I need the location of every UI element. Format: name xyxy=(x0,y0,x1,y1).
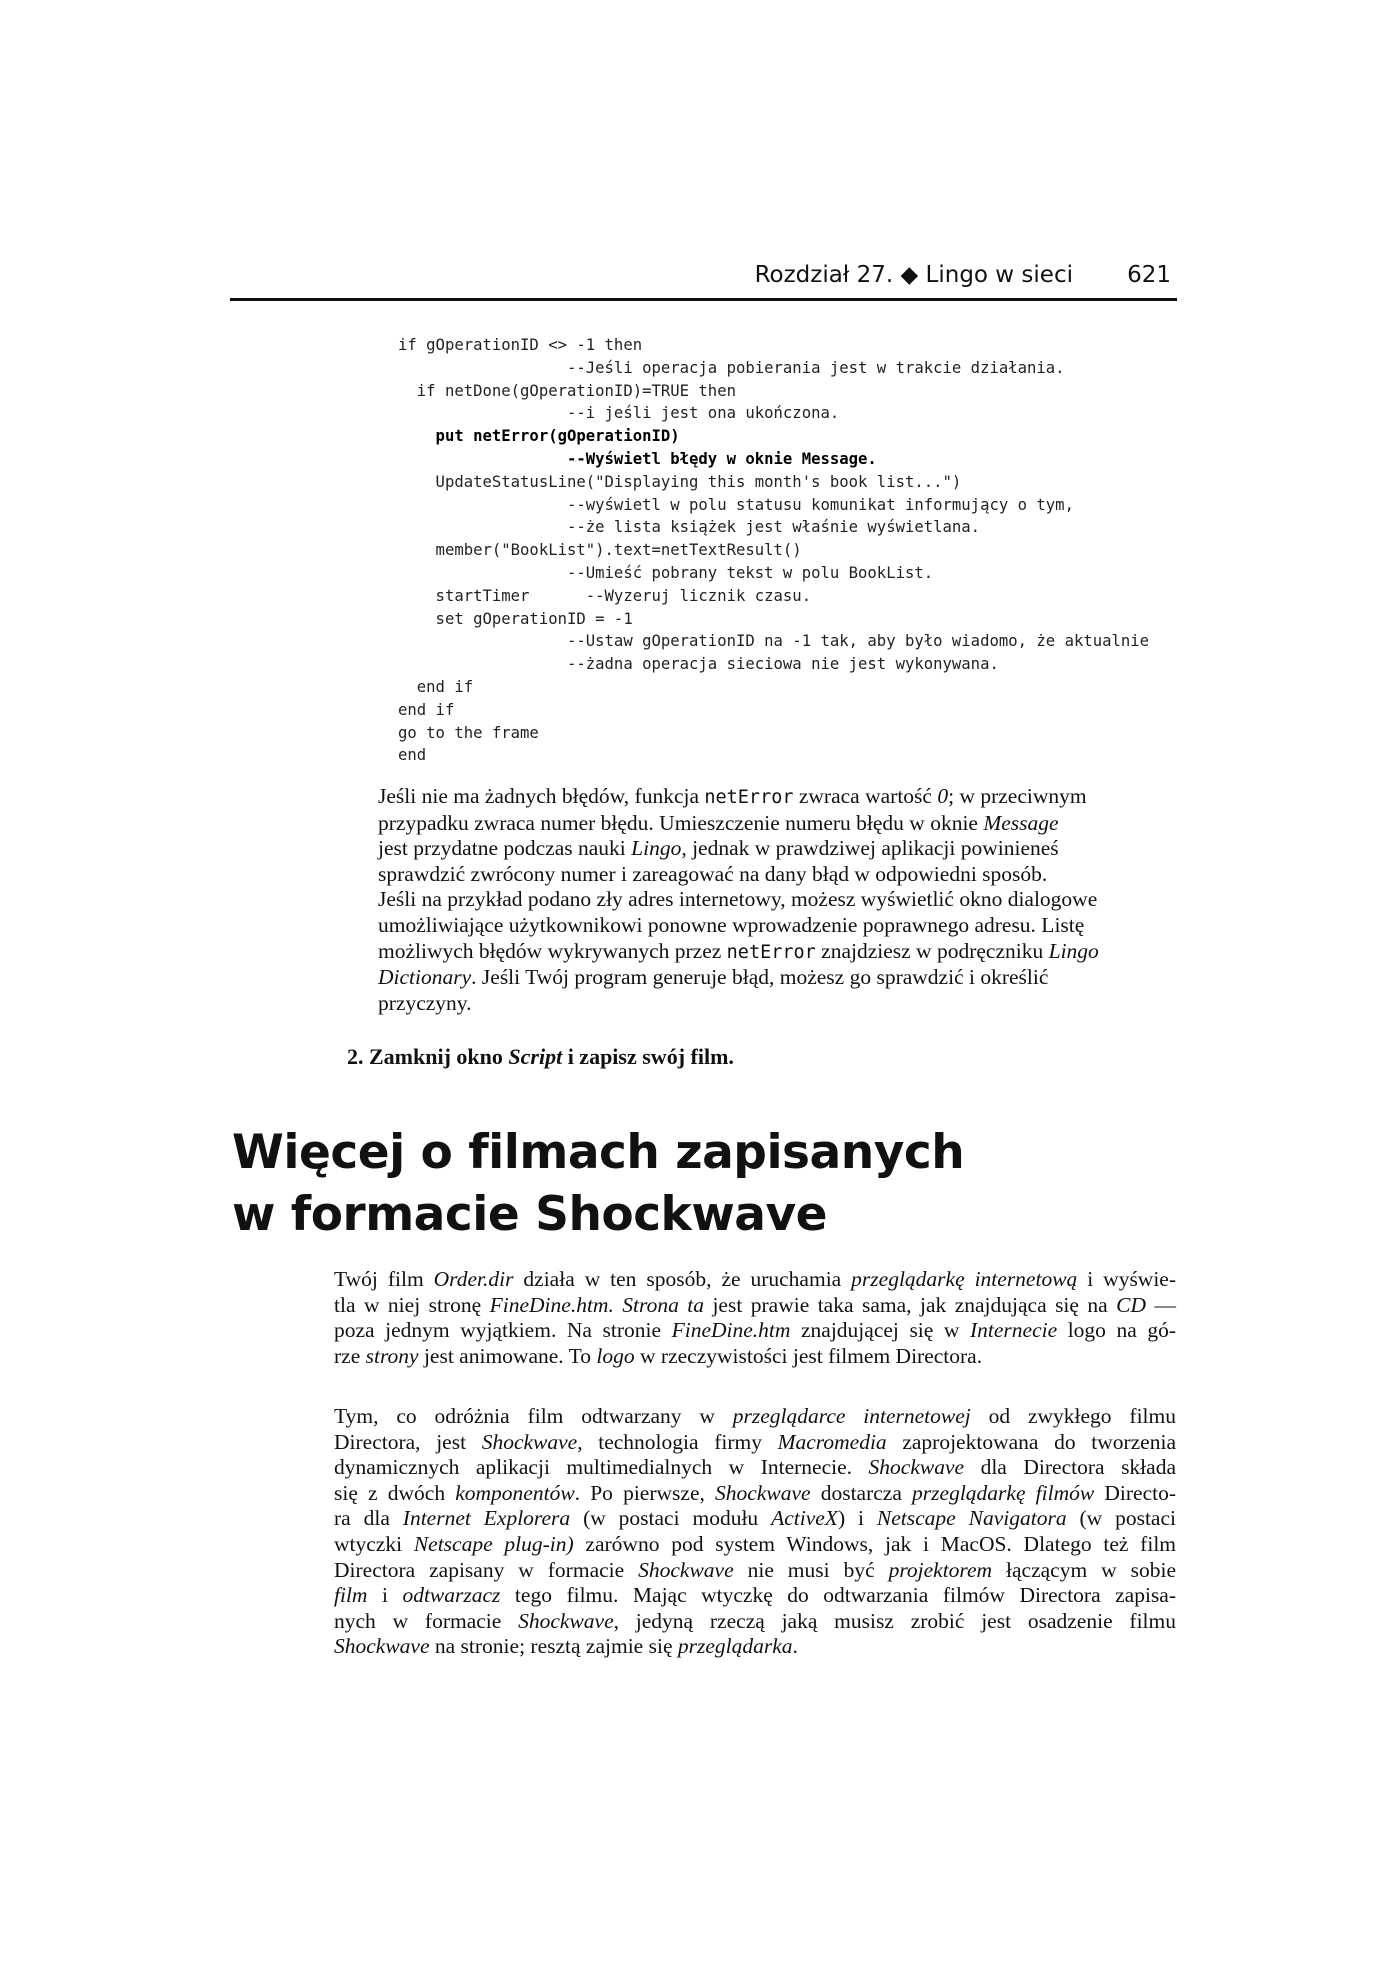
code-line: go to the frame xyxy=(398,723,539,742)
code-line: put netError(gOperationID) xyxy=(398,427,680,446)
text-run: — xyxy=(1146,1292,1176,1317)
italic-text: Internet Explorera xyxy=(402,1506,571,1531)
text-line xyxy=(334,1455,1176,1481)
italic-text: 0 xyxy=(937,784,949,808)
italic-text: logo xyxy=(596,1343,635,1368)
text-line xyxy=(334,1344,1176,1370)
italic-text: Shockwave xyxy=(334,1634,430,1659)
text-run: sprawdzić zwrócony numer i zareagować na dany błąd w odpowiedni sposób. xyxy=(378,861,1048,886)
running-head: Rozdział 27. ◆ Lingo w sieci xyxy=(754,262,1073,288)
italic-text: CD xyxy=(1116,1292,1147,1317)
text-line xyxy=(334,1267,1176,1293)
code-line: end xyxy=(398,746,427,765)
italic-text: Netscape Navigatora xyxy=(876,1506,1067,1531)
italic-text: FineDine.htm. Strona ta xyxy=(489,1292,704,1317)
text-run: przyczyny. xyxy=(378,990,472,1015)
italic-text: Order.dir xyxy=(433,1267,514,1291)
code-line: set gOperationID = -1 xyxy=(398,609,633,628)
text-line xyxy=(334,1583,1176,1609)
text-run: jest prawie taka sama, jak znajdująca się na xyxy=(704,1292,1117,1317)
text-run: znajdującej się w xyxy=(790,1318,970,1343)
italic-text: Script xyxy=(508,1044,563,1069)
text-line xyxy=(334,1634,1176,1660)
italic-text: film xyxy=(334,1583,368,1608)
italic-text: ActiveX xyxy=(771,1506,838,1531)
section-heading xyxy=(232,1122,964,1246)
text-run: znajdziesz w podręczniku xyxy=(815,938,1049,963)
text-line xyxy=(378,913,1146,939)
code-line: --Umieść pobrany tekst w polu BookList. xyxy=(398,563,934,582)
text-line xyxy=(378,836,1146,862)
code-line: --Ustaw gOperationID na -1 tak, aby było wiadomo, że aktualnie xyxy=(398,632,1150,651)
text-run: jest animowane. To xyxy=(418,1343,597,1368)
text-run: i zapisz swój film. xyxy=(562,1044,734,1069)
italic-text: Shockwave xyxy=(715,1480,811,1505)
inline-code: netError xyxy=(726,941,816,963)
text-line xyxy=(378,991,1146,1017)
code-line: UpdateStatusLine("Displaying this month's book list...") xyxy=(398,472,962,491)
text-run: Directora zapisany w formacie xyxy=(334,1557,639,1582)
text-run: Directo- xyxy=(1094,1480,1176,1505)
text-run: umożliwiające użytkownikowi ponowne wprowadzenie poprawnego adresu. Listę xyxy=(378,912,1085,937)
code-listing xyxy=(398,334,1149,767)
text-run: zaprojektowana do tworzenia xyxy=(886,1429,1176,1454)
italic-text: Shockwave xyxy=(481,1429,578,1454)
paragraph-shockwave xyxy=(334,1404,1176,1660)
code-line: --Jeśli operacja pobierania jest w trakcie działania. xyxy=(398,358,1065,377)
text-run: działa w ten sposób, że uruchamia xyxy=(513,1267,852,1291)
code-line: --i jeśli jest ona ukończona. xyxy=(398,404,840,423)
text-run: rze xyxy=(334,1343,366,1368)
text-run: Jeśli na przykład podano zły adres internetowy, możesz wyświetlić okno dialogowe xyxy=(378,887,1098,912)
text-line xyxy=(334,1430,1176,1456)
text-run: Twój film xyxy=(334,1267,434,1291)
page-header xyxy=(230,262,1177,301)
text-line xyxy=(378,965,1146,991)
code-line: end if xyxy=(398,677,474,696)
code-line: --wyświetl w polu statusu komunikat informujący o tym, xyxy=(398,495,1074,514)
italic-text: Shockwave xyxy=(518,1608,614,1633)
text-run: poza jednym wyjątkiem. Na stronie xyxy=(334,1318,672,1343)
italic-text: Shockwave xyxy=(638,1557,734,1582)
italic-text: Shockwave xyxy=(868,1455,965,1480)
text-line xyxy=(334,1506,1176,1532)
code-line: --Wyświetl błędy w oknie Message. xyxy=(398,449,877,468)
code-line: end if xyxy=(398,700,455,719)
text-line xyxy=(378,887,1146,913)
italic-text: Lingo xyxy=(631,836,682,861)
text-run: się z dwóch xyxy=(334,1480,456,1505)
text-run: i wyświe- xyxy=(1077,1267,1177,1291)
italic-text: Macromedia xyxy=(777,1429,887,1454)
text-run: tego filmu. Mając wtyczkę do odtwarzania filmów Directora zapisa- xyxy=(500,1583,1177,1608)
italic-text: Dictionary xyxy=(378,965,472,990)
text-run: (w postaci xyxy=(1066,1506,1176,1531)
text-run: nie musi być xyxy=(733,1557,889,1582)
italic-text: Lingo xyxy=(1048,938,1099,963)
code-line: if gOperationID <> -1 then xyxy=(398,336,643,354)
text-run: dynamicznych aplikacji multimedialnych w Internecie. xyxy=(334,1455,869,1480)
text-run: na stronie; resztą zajmie się xyxy=(429,1634,678,1659)
italic-text: FineDine.htm xyxy=(671,1318,791,1343)
text-run: , technologia firmy xyxy=(577,1429,778,1454)
code-line: startTimer --Wyzeruj licznik czasu. xyxy=(398,586,812,605)
text-run: zarówno pod system Windows, jak i MacOS. Dlatego też film xyxy=(573,1531,1177,1556)
italic-text: przeglądarkę filmów xyxy=(912,1480,1095,1505)
paragraph-order-dir xyxy=(334,1267,1176,1369)
code-line: --że lista książek jest właśnie wyświetlana. xyxy=(398,518,981,537)
text-run: dla Directora składa xyxy=(964,1455,1176,1480)
text-run: ra dla xyxy=(334,1506,403,1531)
text-run: , jednak w prawdziwej aplikacji powinieneś xyxy=(681,836,1059,861)
text-run: i xyxy=(367,1583,403,1608)
text-run: możliwych błędów wykrywanych przez xyxy=(378,938,727,963)
code-line: --żadna operacja sieciowa nie jest wykonywana. xyxy=(398,655,999,674)
heading-line: Więcej o filmach zapisanych xyxy=(232,1125,965,1180)
italic-text: projektorem xyxy=(888,1557,993,1582)
italic-text: Internecie xyxy=(969,1318,1058,1343)
text-line xyxy=(334,1532,1176,1558)
italic-text: Message xyxy=(983,810,1059,835)
text-run: ) i xyxy=(837,1506,877,1531)
paragraph-neterror xyxy=(378,784,1146,1016)
text-run: . xyxy=(792,1634,798,1659)
text-line xyxy=(378,862,1146,888)
text-line xyxy=(334,1609,1176,1635)
inline-code: netError xyxy=(704,787,794,808)
text-line xyxy=(378,811,1146,837)
text-run: przypadku zwraca numer błędu. Umieszczenie numeru błędu w oknie xyxy=(378,810,984,835)
text-line xyxy=(334,1293,1176,1319)
text-run: . Jeśli Twój program generuje błąd, możesz go sprawdzić i określić xyxy=(471,965,1049,990)
text-run: wtyczki xyxy=(334,1531,414,1556)
text-run: . Po pierwsze, xyxy=(574,1480,716,1505)
text-run: jest przydatne podczas nauki xyxy=(378,836,632,861)
text-line xyxy=(334,1318,1176,1344)
code-line: member("BookList").text=netTextResult() xyxy=(398,541,802,560)
italic-text: przeglądarce internetowej xyxy=(732,1404,971,1428)
italic-text: komponentów xyxy=(455,1480,575,1505)
text-line xyxy=(378,939,1146,966)
text-run: , jedyną rzeczą jaką musisz zrobić jest osadzenie filmu xyxy=(613,1608,1176,1633)
text-run: ; w przeciwnym xyxy=(948,784,1087,808)
text-run: łączącym w sobie xyxy=(992,1557,1177,1582)
text-run: zwraca wartość xyxy=(793,784,938,808)
heading-line: w formacie Shockwave xyxy=(232,1187,827,1242)
text-run: Directora, jest xyxy=(334,1429,482,1454)
code-line: if netDone(gOperationID)=TRUE then xyxy=(398,381,736,400)
text-run: nych w formacie xyxy=(334,1608,519,1633)
text-run: (w postaci modułu xyxy=(570,1506,772,1531)
text-line xyxy=(334,1558,1176,1584)
italic-text: strony xyxy=(365,1343,419,1368)
text-run: Jeśli nie ma żadnych błędów, funkcja xyxy=(378,784,705,808)
text-line xyxy=(334,1404,1176,1430)
italic-text: przeglądarka xyxy=(677,1634,793,1659)
step-2 xyxy=(347,1044,734,1070)
text-run: Tym, co odróżnia film odtwarzany w xyxy=(334,1404,733,1428)
text-run: tla w niej stronę xyxy=(334,1292,490,1317)
text-run: 2. Zamknij okno xyxy=(347,1044,509,1069)
text-run: dostarcza xyxy=(810,1480,913,1505)
text-line xyxy=(378,784,1146,811)
italic-text: Netscape plug-in) xyxy=(413,1531,574,1556)
page-number: 621 xyxy=(1127,262,1171,288)
text-line xyxy=(334,1481,1176,1507)
text-run: w rzeczywistości jest filmem Directora. xyxy=(634,1343,983,1368)
text-run: od zwykłego filmu xyxy=(970,1404,1176,1428)
italic-text: odtwarzacz xyxy=(402,1583,501,1608)
italic-text: przeglądarkę internetową xyxy=(851,1267,1078,1291)
text-run: logo na gó- xyxy=(1057,1318,1177,1343)
